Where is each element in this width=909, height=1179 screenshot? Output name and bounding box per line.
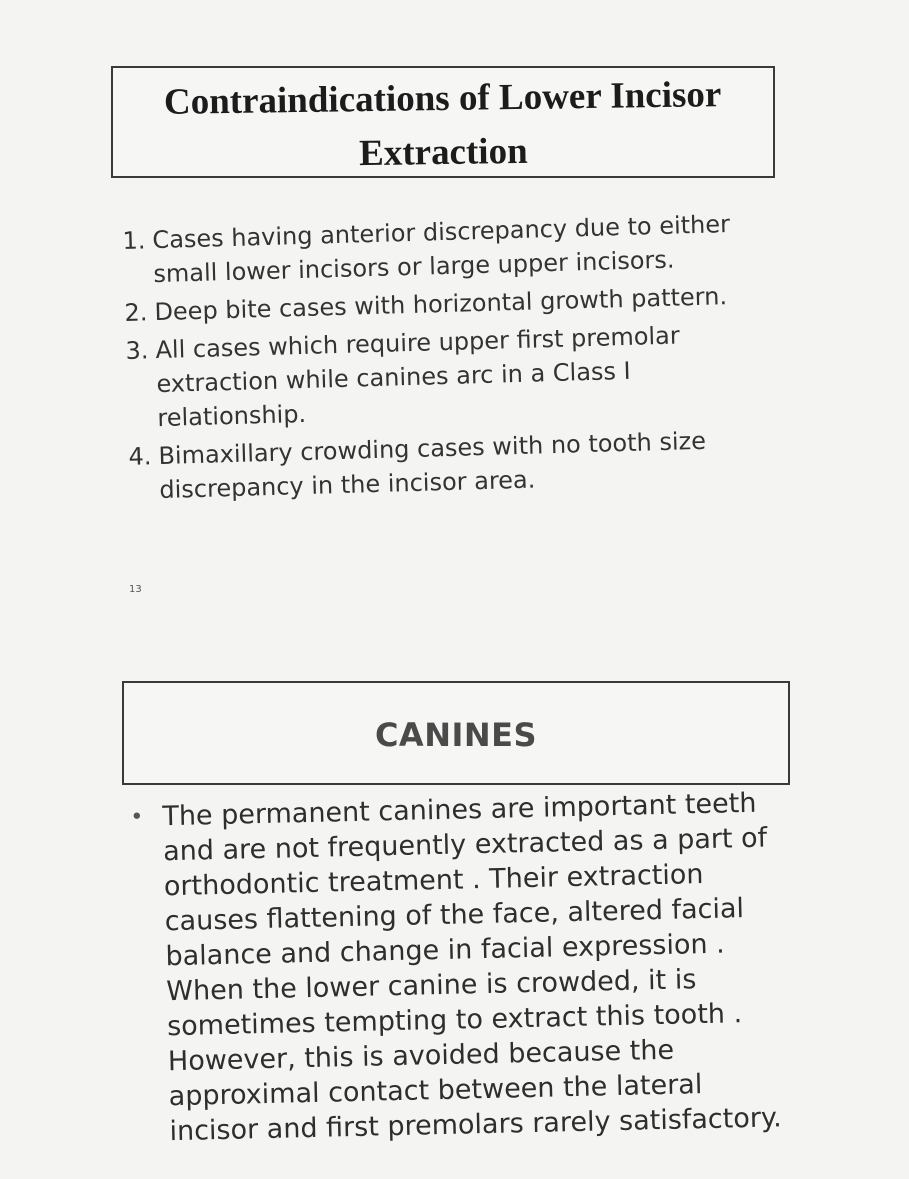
list-item-number: 1. xyxy=(122,226,146,255)
list-item-number: 4. xyxy=(128,442,152,471)
contraindications-list xyxy=(122,206,790,512)
page-number: 13 xyxy=(129,584,142,595)
canines-bullet-item xyxy=(130,785,798,1150)
canines-title: CANINES xyxy=(374,716,538,754)
section-title-box xyxy=(111,66,775,178)
list-item xyxy=(125,316,788,436)
bullet-icon: • xyxy=(130,804,144,830)
list-item-text: Deep bite cases with horizontal growth pattern. xyxy=(154,282,728,327)
section-title: Contraindications of Lower Incisor Extraction xyxy=(163,74,722,175)
list-item xyxy=(122,206,784,292)
list-item xyxy=(128,421,790,507)
list-item-text: Cases having anterior discrepancy due to either small lower incisors or large upper incisors. xyxy=(152,210,731,289)
list-item-number: 2. xyxy=(124,298,148,327)
canines-title-box xyxy=(122,681,790,785)
canines-paragraph: The permanent canines are important teeth and are not frequently extracted as a part of orthodontic treatment . Their extraction causes flattening of the face, altered facial balance and change in facial expression . When the lower canine is crowded, it is sometimes tempting to extract this tooth . However, this is avoided because the approximal contact between the lateral incisor and first premolars rarely satisfactory. xyxy=(162,787,782,1148)
list-item-text: All cases which require upper first premolar extraction while canines arc in a Class I relationship. xyxy=(155,321,681,433)
list-item-number: 3. xyxy=(125,336,149,365)
list-item-text: Bimaxillary crowding cases with no tooth size discrepancy in the incisor area. xyxy=(158,426,707,505)
